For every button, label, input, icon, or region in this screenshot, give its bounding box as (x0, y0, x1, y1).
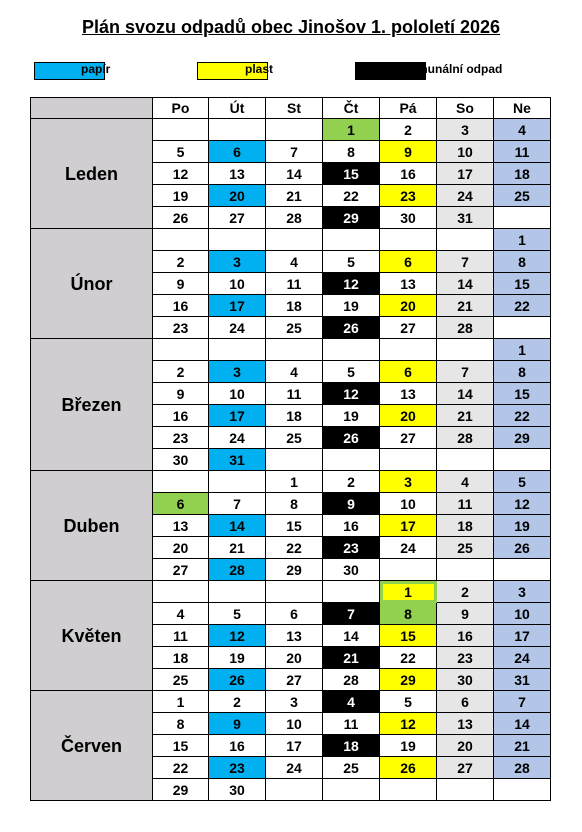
day-cell: 18 (323, 735, 380, 757)
day-cell: 20 (380, 405, 437, 427)
day-cell: 6 (153, 493, 209, 515)
empty-cell (380, 229, 437, 251)
day-cell: 30 (153, 449, 209, 471)
day-cell: 23 (437, 647, 494, 669)
week-row (31, 691, 551, 713)
week-row (31, 119, 551, 141)
day-cell: 19 (209, 647, 266, 669)
day-cell: 20 (437, 735, 494, 757)
week-row (31, 471, 551, 493)
empty-cell (323, 581, 380, 603)
legend-label-papir: papír (81, 62, 111, 76)
weekday-ct: Čt (323, 98, 380, 119)
day-cell: 14 (209, 515, 266, 537)
day-cell: 7 (437, 251, 494, 273)
day-cell: 15 (323, 163, 380, 185)
empty-cell (494, 317, 551, 339)
day-cell: 28 (437, 427, 494, 449)
day-cell: 18 (153, 647, 209, 669)
day-cell: 6 (266, 603, 323, 625)
day-cell: 17 (266, 735, 323, 757)
day-cell: 29 (323, 207, 380, 229)
day-cell: 13 (437, 713, 494, 735)
day-cell: 27 (380, 317, 437, 339)
day-cell: 30 (380, 207, 437, 229)
empty-cell (266, 779, 323, 801)
day-cell: 28 (437, 317, 494, 339)
day-cell: 1 (380, 581, 437, 603)
day-cell: 9 (437, 603, 494, 625)
day-cell: 21 (437, 295, 494, 317)
day-cell: 25 (323, 757, 380, 779)
day-cell: 2 (153, 361, 209, 383)
day-cell: 29 (266, 559, 323, 581)
day-cell: 22 (494, 405, 551, 427)
day-cell: 26 (380, 757, 437, 779)
empty-cell (380, 559, 437, 581)
week-row (31, 339, 551, 361)
day-cell: 18 (266, 295, 323, 317)
day-cell: 19 (494, 515, 551, 537)
day-cell: 31 (494, 669, 551, 691)
day-cell: 25 (153, 669, 209, 691)
day-cell: 8 (380, 603, 437, 625)
day-cell: 2 (323, 471, 380, 493)
day-cell: 23 (153, 317, 209, 339)
day-cell: 11 (266, 383, 323, 405)
day-cell: 11 (323, 713, 380, 735)
day-cell: 31 (209, 449, 266, 471)
day-cell: 24 (209, 427, 266, 449)
day-cell: 24 (494, 647, 551, 669)
empty-cell (494, 449, 551, 471)
day-cell: 17 (380, 515, 437, 537)
day-cell: 21 (437, 405, 494, 427)
day-cell: 14 (494, 713, 551, 735)
empty-cell (153, 471, 209, 493)
day-cell: 15 (380, 625, 437, 647)
day-cell: 21 (494, 735, 551, 757)
empty-cell (266, 229, 323, 251)
day-cell: 12 (494, 493, 551, 515)
day-cell: 5 (494, 471, 551, 493)
day-cell: 29 (494, 427, 551, 449)
week-row (31, 581, 551, 603)
day-cell: 27 (380, 427, 437, 449)
day-cell: 21 (209, 537, 266, 559)
day-cell: 18 (266, 405, 323, 427)
month-label: Duben (31, 471, 153, 581)
day-cell: 14 (437, 383, 494, 405)
day-cell: 25 (266, 427, 323, 449)
day-cell: 1 (153, 691, 209, 713)
day-cell: 8 (266, 493, 323, 515)
empty-cell (153, 229, 209, 251)
empty-cell (437, 779, 494, 801)
day-cell: 25 (494, 185, 551, 207)
day-cell: 26 (153, 207, 209, 229)
day-cell: 23 (380, 185, 437, 207)
day-cell: 24 (437, 185, 494, 207)
day-cell: 4 (266, 361, 323, 383)
day-cell: 22 (380, 647, 437, 669)
empty-cell (494, 207, 551, 229)
day-cell: 3 (209, 251, 266, 273)
day-cell: 29 (380, 669, 437, 691)
empty-cell (437, 449, 494, 471)
day-cell: 3 (266, 691, 323, 713)
empty-cell (209, 229, 266, 251)
empty-cell (380, 449, 437, 471)
day-cell: 30 (323, 559, 380, 581)
day-cell: 12 (153, 163, 209, 185)
day-cell: 1 (323, 119, 380, 141)
day-cell: 2 (380, 119, 437, 141)
empty-cell (494, 779, 551, 801)
day-cell: 11 (266, 273, 323, 295)
day-cell: 13 (153, 515, 209, 537)
day-cell: 16 (153, 405, 209, 427)
weekday-ut: Út (209, 98, 266, 119)
empty-cell (266, 449, 323, 471)
day-cell: 15 (494, 383, 551, 405)
day-cell: 5 (209, 603, 266, 625)
day-cell: 27 (209, 207, 266, 229)
day-cell: 12 (323, 273, 380, 295)
day-cell: 27 (437, 757, 494, 779)
day-cell: 28 (209, 559, 266, 581)
day-cell: 15 (266, 515, 323, 537)
day-cell: 11 (153, 625, 209, 647)
empty-cell (153, 581, 209, 603)
legend-label-plast: plast (245, 62, 274, 76)
day-cell: 16 (437, 625, 494, 647)
day-cell: 31 (437, 207, 494, 229)
day-cell: 5 (153, 141, 209, 163)
day-cell: 26 (323, 427, 380, 449)
day-cell: 4 (266, 251, 323, 273)
day-cell: 9 (209, 713, 266, 735)
day-cell: 13 (380, 383, 437, 405)
day-cell: 9 (153, 383, 209, 405)
day-cell: 13 (209, 163, 266, 185)
day-cell: 11 (494, 141, 551, 163)
day-cell: 14 (266, 163, 323, 185)
day-cell: 7 (323, 603, 380, 625)
day-cell: 6 (380, 361, 437, 383)
day-cell: 11 (437, 493, 494, 515)
calendar-table (30, 97, 551, 801)
weekday-pa: Pá (380, 98, 437, 119)
day-cell: 22 (153, 757, 209, 779)
empty-cell (209, 339, 266, 361)
empty-cell (266, 581, 323, 603)
day-cell: 9 (153, 273, 209, 295)
empty-cell (437, 559, 494, 581)
empty-cell (153, 339, 209, 361)
empty-cell (380, 779, 437, 801)
day-cell: 25 (437, 537, 494, 559)
empty-cell (437, 339, 494, 361)
empty-cell (266, 119, 323, 141)
empty-cell (209, 581, 266, 603)
day-cell: 17 (437, 163, 494, 185)
day-cell: 13 (380, 273, 437, 295)
day-cell: 18 (437, 515, 494, 537)
day-cell: 26 (494, 537, 551, 559)
day-cell: 21 (323, 647, 380, 669)
day-cell: 17 (209, 295, 266, 317)
day-cell: 30 (437, 669, 494, 691)
day-cell: 19 (380, 735, 437, 757)
day-cell: 14 (323, 625, 380, 647)
day-cell: 29 (153, 779, 209, 801)
day-cell: 10 (266, 713, 323, 735)
day-cell: 12 (380, 713, 437, 735)
empty-cell (266, 339, 323, 361)
header-corner (31, 98, 153, 119)
day-cell: 19 (153, 185, 209, 207)
day-cell: 3 (437, 119, 494, 141)
day-cell: 2 (153, 251, 209, 273)
empty-cell (209, 471, 266, 493)
weekday-po: Po (153, 98, 209, 119)
day-cell: 16 (323, 515, 380, 537)
day-cell: 15 (494, 273, 551, 295)
empty-cell (209, 119, 266, 141)
month-label: Březen (31, 339, 153, 471)
day-cell: 8 (323, 141, 380, 163)
day-cell: 16 (153, 295, 209, 317)
day-cell: 12 (323, 383, 380, 405)
day-cell: 25 (266, 317, 323, 339)
day-cell: 20 (266, 647, 323, 669)
day-cell: 7 (437, 361, 494, 383)
month-label: Červen (31, 691, 153, 801)
day-cell: 20 (380, 295, 437, 317)
day-cell: 20 (153, 537, 209, 559)
day-cell: 2 (209, 691, 266, 713)
day-cell: 6 (437, 691, 494, 713)
day-cell: 18 (494, 163, 551, 185)
day-cell: 7 (494, 691, 551, 713)
month-label: Leden (31, 119, 153, 229)
weekday-so: So (437, 98, 494, 119)
day-cell: 30 (209, 779, 266, 801)
week-row (31, 229, 551, 251)
day-cell: 26 (323, 317, 380, 339)
legend-label-komunalni: komunální odpad (403, 62, 503, 76)
day-cell: 3 (380, 471, 437, 493)
day-cell: 16 (209, 735, 266, 757)
day-cell: 23 (323, 537, 380, 559)
day-cell: 7 (266, 141, 323, 163)
day-cell: 10 (380, 493, 437, 515)
day-cell: 4 (494, 119, 551, 141)
day-cell: 5 (323, 251, 380, 273)
day-cell: 5 (323, 361, 380, 383)
day-cell: 4 (437, 471, 494, 493)
day-cell: 9 (323, 493, 380, 515)
empty-cell (153, 119, 209, 141)
weekday-header-row (31, 98, 551, 119)
day-cell: 24 (266, 757, 323, 779)
empty-cell (323, 339, 380, 361)
day-cell: 24 (209, 317, 266, 339)
day-cell: 8 (153, 713, 209, 735)
day-cell: 20 (209, 185, 266, 207)
day-cell: 28 (494, 757, 551, 779)
day-cell: 2 (437, 581, 494, 603)
day-cell: 8 (494, 361, 551, 383)
day-cell: 4 (323, 691, 380, 713)
day-cell: 19 (323, 295, 380, 317)
empty-cell (323, 229, 380, 251)
day-cell: 4 (153, 603, 209, 625)
day-cell: 13 (266, 625, 323, 647)
day-cell: 26 (209, 669, 266, 691)
day-cell: 16 (380, 163, 437, 185)
day-cell: 3 (209, 361, 266, 383)
day-cell: 10 (209, 273, 266, 295)
day-cell: 8 (494, 251, 551, 273)
day-cell: 10 (209, 383, 266, 405)
day-cell: 1 (494, 229, 551, 251)
day-cell: 15 (153, 735, 209, 757)
day-cell: 12 (209, 625, 266, 647)
day-cell: 28 (323, 669, 380, 691)
day-cell: 1 (266, 471, 323, 493)
weekday-st: St (266, 98, 323, 119)
day-cell: 23 (209, 757, 266, 779)
day-cell: 17 (209, 405, 266, 427)
day-cell: 14 (437, 273, 494, 295)
day-cell: 27 (266, 669, 323, 691)
month-label: Květen (31, 581, 153, 691)
day-cell: 24 (380, 537, 437, 559)
day-cell: 21 (266, 185, 323, 207)
empty-cell (437, 229, 494, 251)
day-cell: 10 (494, 603, 551, 625)
day-cell: 3 (494, 581, 551, 603)
empty-cell (494, 559, 551, 581)
month-label: Únor (31, 229, 153, 339)
day-cell: 19 (323, 405, 380, 427)
day-cell: 7 (209, 493, 266, 515)
day-cell: 10 (437, 141, 494, 163)
page-title: Plán svozu odpadů obec Jinošov 1. pololetí 2026 (81, 17, 501, 37)
day-cell: 6 (380, 251, 437, 273)
day-cell: 9 (380, 141, 437, 163)
empty-cell (323, 779, 380, 801)
day-cell: 22 (323, 185, 380, 207)
empty-cell (323, 449, 380, 471)
day-cell: 22 (494, 295, 551, 317)
day-cell: 28 (266, 207, 323, 229)
day-cell: 17 (494, 625, 551, 647)
weekday-ne: Ne (494, 98, 551, 119)
day-cell: 27 (153, 559, 209, 581)
day-cell: 22 (266, 537, 323, 559)
day-cell: 1 (494, 339, 551, 361)
empty-cell (380, 339, 437, 361)
day-cell: 23 (153, 427, 209, 449)
day-cell: 6 (209, 141, 266, 163)
day-cell: 5 (380, 691, 437, 713)
